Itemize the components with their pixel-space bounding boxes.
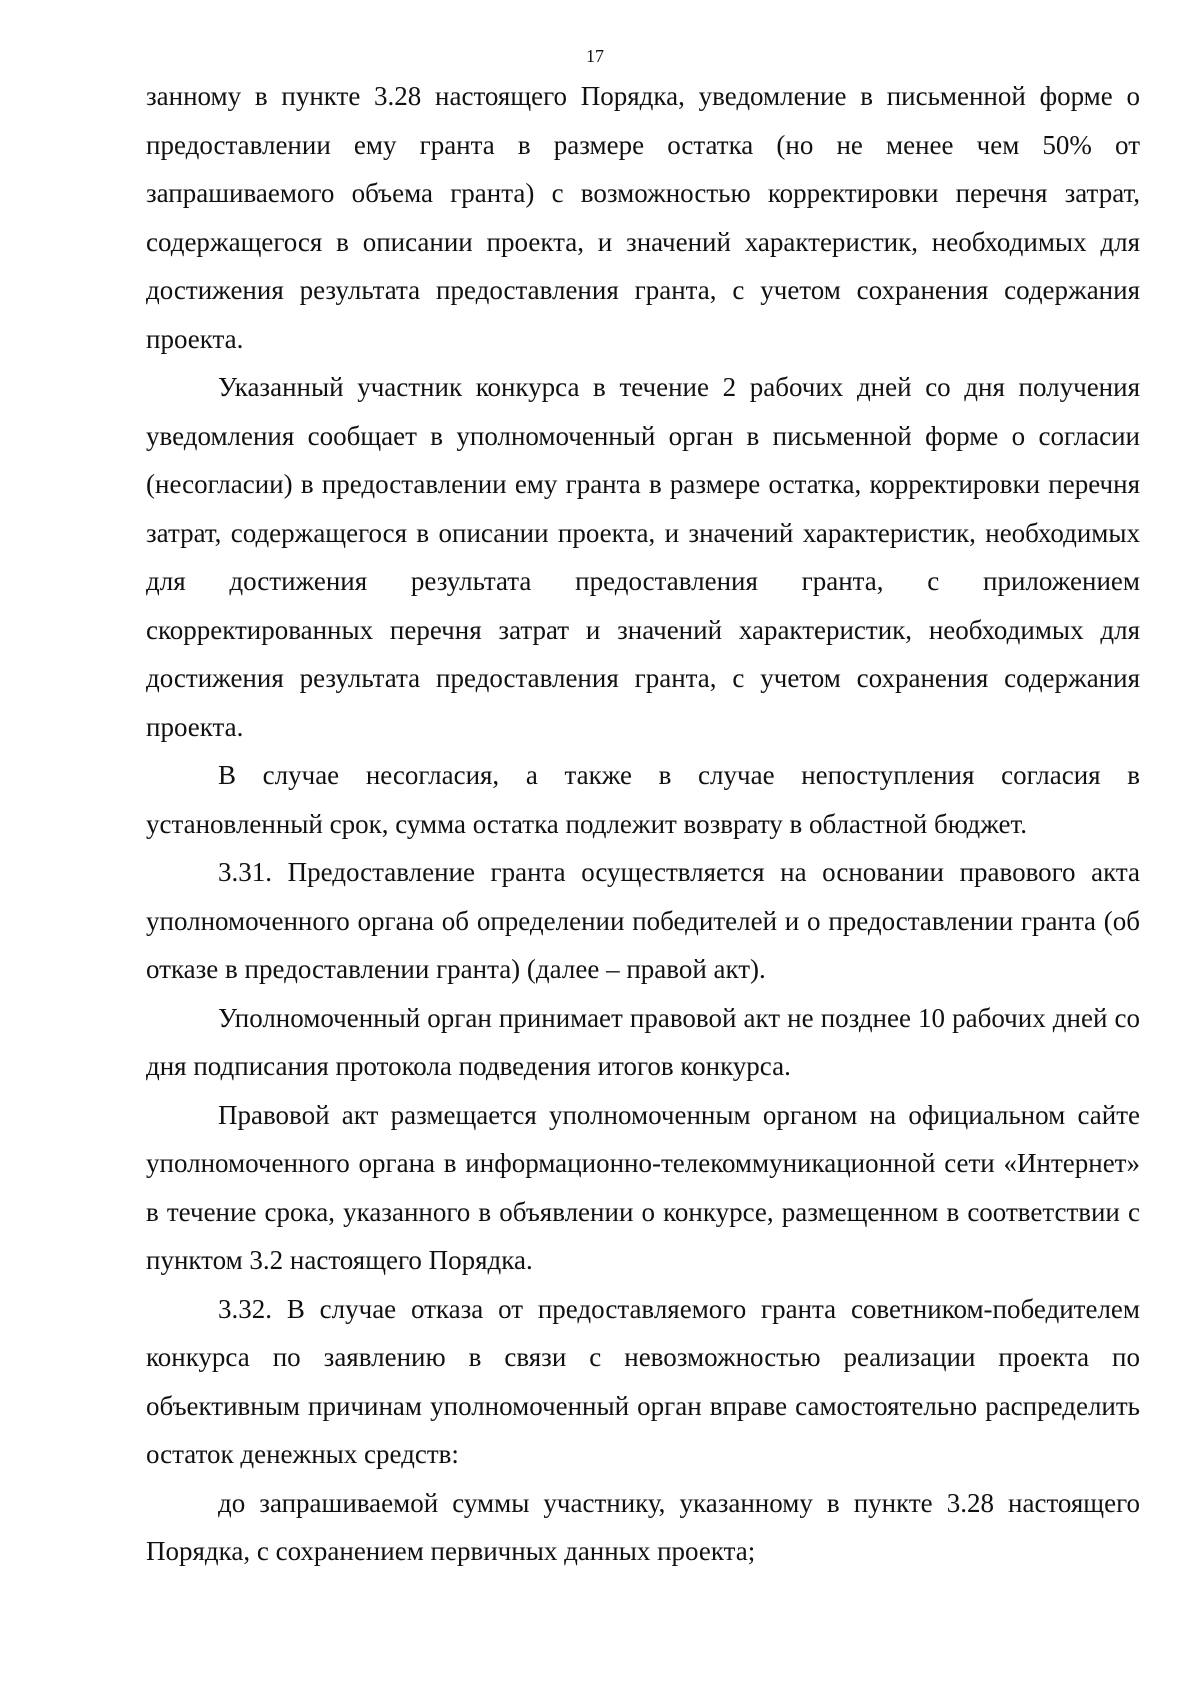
- paragraph: Указанный участник конкурса в течение 2 рабочих дней со дня получения уведомления сообщает в уполномоченный орган в письменной форме о согласии (несогласии) в предоставлении ему гранта в размере остатка, корректировки перечня затрат, содержащегося в описании проекта, и значений характеристик, необходимых для достижения результата предоставления гранта, с приложением скорректированных перечня затрат и значений характеристик, необходимых для достижения результата предоставления гранта, с учетом сохранения содержания проекта.: [146, 372, 1140, 742]
- paragraph-section-3-32: 3.32. В случае отказа от предоставляемого гранта советником-победителем конкурса по заявлению в связи с невозможностью реализации проекта по объективным причинам уполномоченный орган вправе самостоятельно распределить остаток денежных средств:: [146, 1293, 1140, 1469]
- paragraph-section-3-31: 3.31. Предоставление гранта осуществляется на основании правового акта уполномоченного органа об определении победителей и о предоставлении гранта (об отказе в предоставлении гранта) (далее – правой акт).: [146, 857, 1140, 984]
- paragraph: Уполномоченный орган принимает правовой акт не позднее 10 рабочих дней со дня подписания протокола подведения итогов конкурса.: [146, 1002, 1140, 1081]
- paragraph: до запрашиваемой суммы участнику, указанному в пункте 3.28 настоящего Порядка, с сохранением первичных данных проекта;: [146, 1487, 1140, 1566]
- paragraph: Правовой акт размещается уполномоченным органом на официальном сайте уполномоченного органа в информационно-телекоммуникационной сети «Интернет» в течение срока, указанного в объявлении о конкурсе, размещенном в соответствии с пунктом 3.2 настоящего Порядка.: [146, 1099, 1140, 1275]
- paragraph-continuation: занному в пункте 3.28 настоящего Порядка, уведомление в письменной форме о предоставлении ему гранта в размере остатка (но не менее чем 50% от запрашиваемого объема гранта) с возможностью корректировки перечня затрат, содержащегося в описании проекта, и значений характеристик, необходимых для достижения результата предоставления гранта, с учетом сохранения содержания проекта.: [146, 81, 1140, 354]
- paragraph: В случае несогласия, а также в случае непоступления согласия в установленный срок, сумма остатка подлежит возврату в областной бюджет.: [146, 760, 1140, 839]
- document-body: [146, 72, 1140, 1576]
- page-number: 17: [586, 46, 604, 66]
